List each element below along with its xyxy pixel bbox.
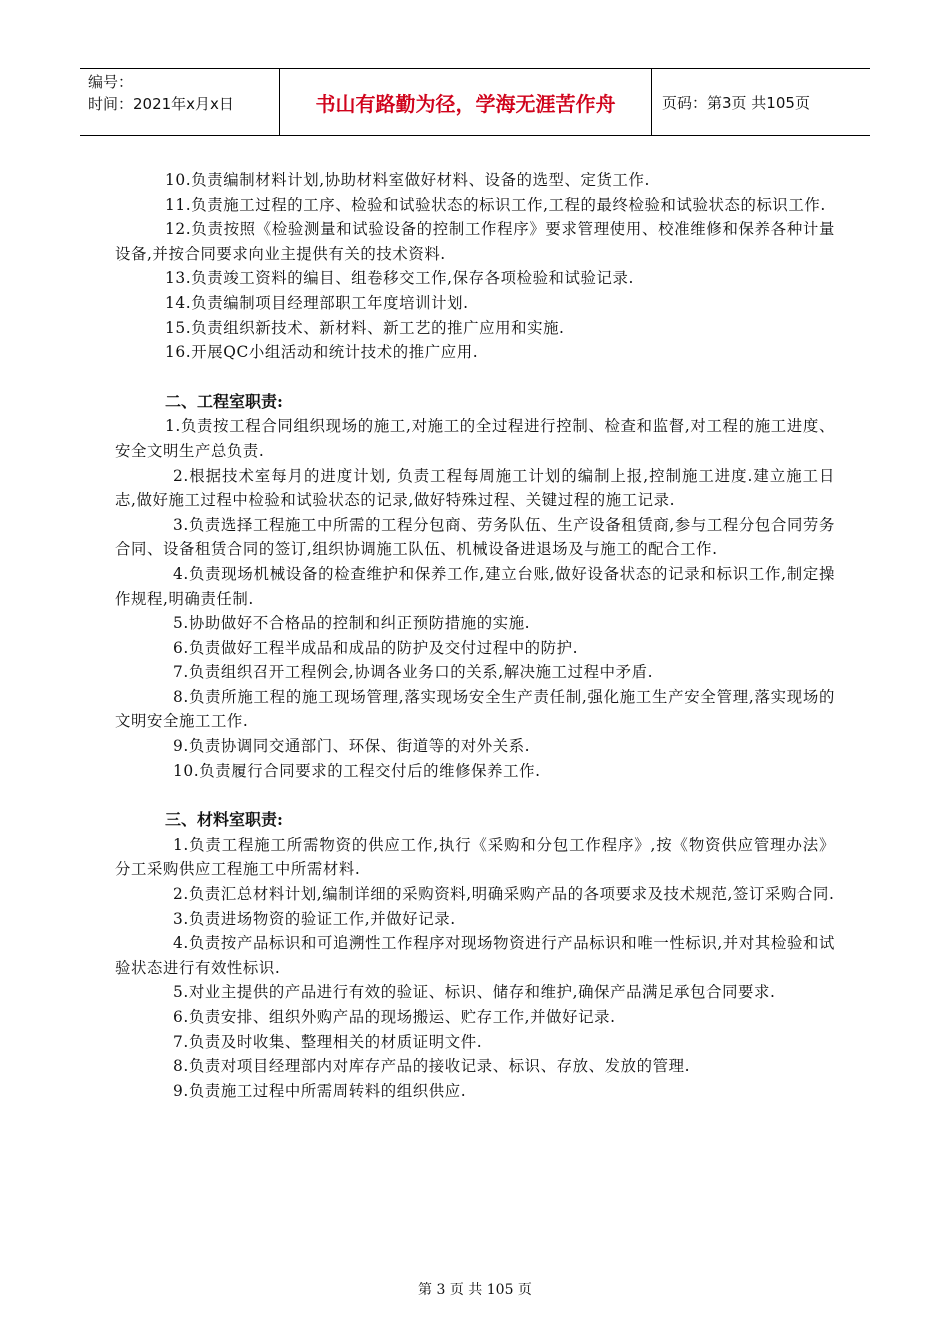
document-date-label: 时间：2021年x月x日 [88, 95, 234, 113]
list-item: 6.负责做好工程半成品和成品的防护及交付过程中的防护. [173, 638, 579, 657]
list-item: 3.负责进场物资的验证工作,并做好记录. [173, 909, 456, 928]
list-item: 14.负责编制项目经理部职工年度培训计划. [165, 293, 469, 312]
section3-list [115, 833, 835, 1104]
page-header [80, 68, 870, 136]
list-item: 3.负责选择工程施工中所需的工程分包商、劳务队伍、生产设备租赁商,参与工程分包合同劳务合同、设备租赁合同的签订,组织协调施工队伍、机械设备进退场及与施工的配合工作. [115, 515, 835, 559]
list-item: 7.负责及时收集、整理相关的材质证明文件. [173, 1032, 483, 1051]
document-number-label: 编号： [88, 73, 134, 91]
list-item: 10.负责编制材料计划,协助材料室做好材料、设备的选型、定货工作. [165, 171, 650, 189]
header-page-label: 页码：第3页 共105页 [662, 93, 810, 112]
list-item: 16.开展QC小组活动和统计技术的推广应用. [165, 343, 479, 362]
header-meta [80, 69, 280, 135]
list-item: 11.负责施工过程的工序、检验和试验状态的标识工作,工程的最终检验和试验状态的标识工作. [165, 195, 826, 214]
list-item: 15.负责组织新技术、新材料、新工艺的推广应用和实施. [165, 318, 565, 337]
list-item: 5.协助做好不合格品的控制和纠正预防措施的实施. [173, 614, 531, 633]
section1-list [115, 168, 835, 365]
list-item: 9.负责施工过程中所需周转料的组织供应. [173, 1081, 467, 1100]
spacer [115, 783, 835, 808]
list-item: 7.负责组织召开工程例会,协调各业务口的关系,解决施工过程中矛盾. [173, 663, 654, 682]
document-body [115, 168, 835, 1103]
list-item: 13.负责竣工资料的编目、组卷移交工作,保存各项检验和试验记录. [165, 269, 635, 288]
page-footer: 第 3 页 共 105 页 [418, 1282, 532, 1298]
list-item: 8.负责对项目经理部内对库存产品的接收记录、标识、存放、发放的管理. [173, 1057, 691, 1076]
list-item: 5.对业主提供的产品进行有效的验证、标识、储存和维护,确保产品满足承包合同要求. [173, 983, 776, 1002]
list-item: 6.负责安排、组织外购产品的现场搬运、贮存工作,并做好记录. [173, 1008, 616, 1026]
section2-list [115, 414, 835, 783]
list-item: 2.根据技术室每月的进度计划, 负责工程每周施工计划的编制上报,控制施工进度.建立施工日志,做好施工过程中检验和试验状态的记录,做好特殊过程、关键过程的施工记录. [115, 466, 835, 510]
list-item: 4.负责现场机械设备的检查维护和保养工作,建立台账,做好设备状态的记录和标识工作,制定操作规程,明确责任制. [115, 564, 835, 608]
list-item: 1.负责工程施工所需物资的供应工作,执行《采购和分包工作程序》,按《物资供应管理办法》分工采购供应工程施工中所需材料. [115, 835, 835, 879]
list-item: 12.负责按照《检验测量和试验设备的控制工作程序》要求管理使用、校准维修和保养各种计量设备,并按合同要求向业主提供有关的技术资料. [115, 220, 835, 263]
list-item: 2.负责汇总材料计划,编制详细的采购资料,明确采购产品的各项要求及技术规范,签订采购合同. [173, 885, 835, 904]
list-item: 1.负责按工程合同组织现场的施工,对施工的全过程进行控制、检查和监督,对工程的施工进度、安全文明生产总负责. [115, 417, 835, 460]
list-item: 9.负责协调同交通部门、环保、街道等的对外关系. [173, 737, 531, 756]
section-heading: 二、工程室职责: [165, 391, 283, 411]
list-item: 8.负责所施工程的施工现场管理,落实现场安全生产责任制,强化施工生产安全管理,落实现场的文明安全施工工作. [115, 687, 835, 731]
list-item: 4.负责按产品标识和可追溯性工作程序对现场物资进行产品标识和唯一性标识,并对其检验和试验状态进行有效性标识. [115, 934, 835, 977]
section-heading: 三、材料室职责: [165, 810, 283, 830]
header-motto: 书山有路勤为径，学海无涯苦作舟 [280, 69, 652, 135]
list-item: 10.负责履行合同要求的工程交付后的维修保养工作. [173, 761, 541, 780]
spacer [115, 365, 835, 390]
